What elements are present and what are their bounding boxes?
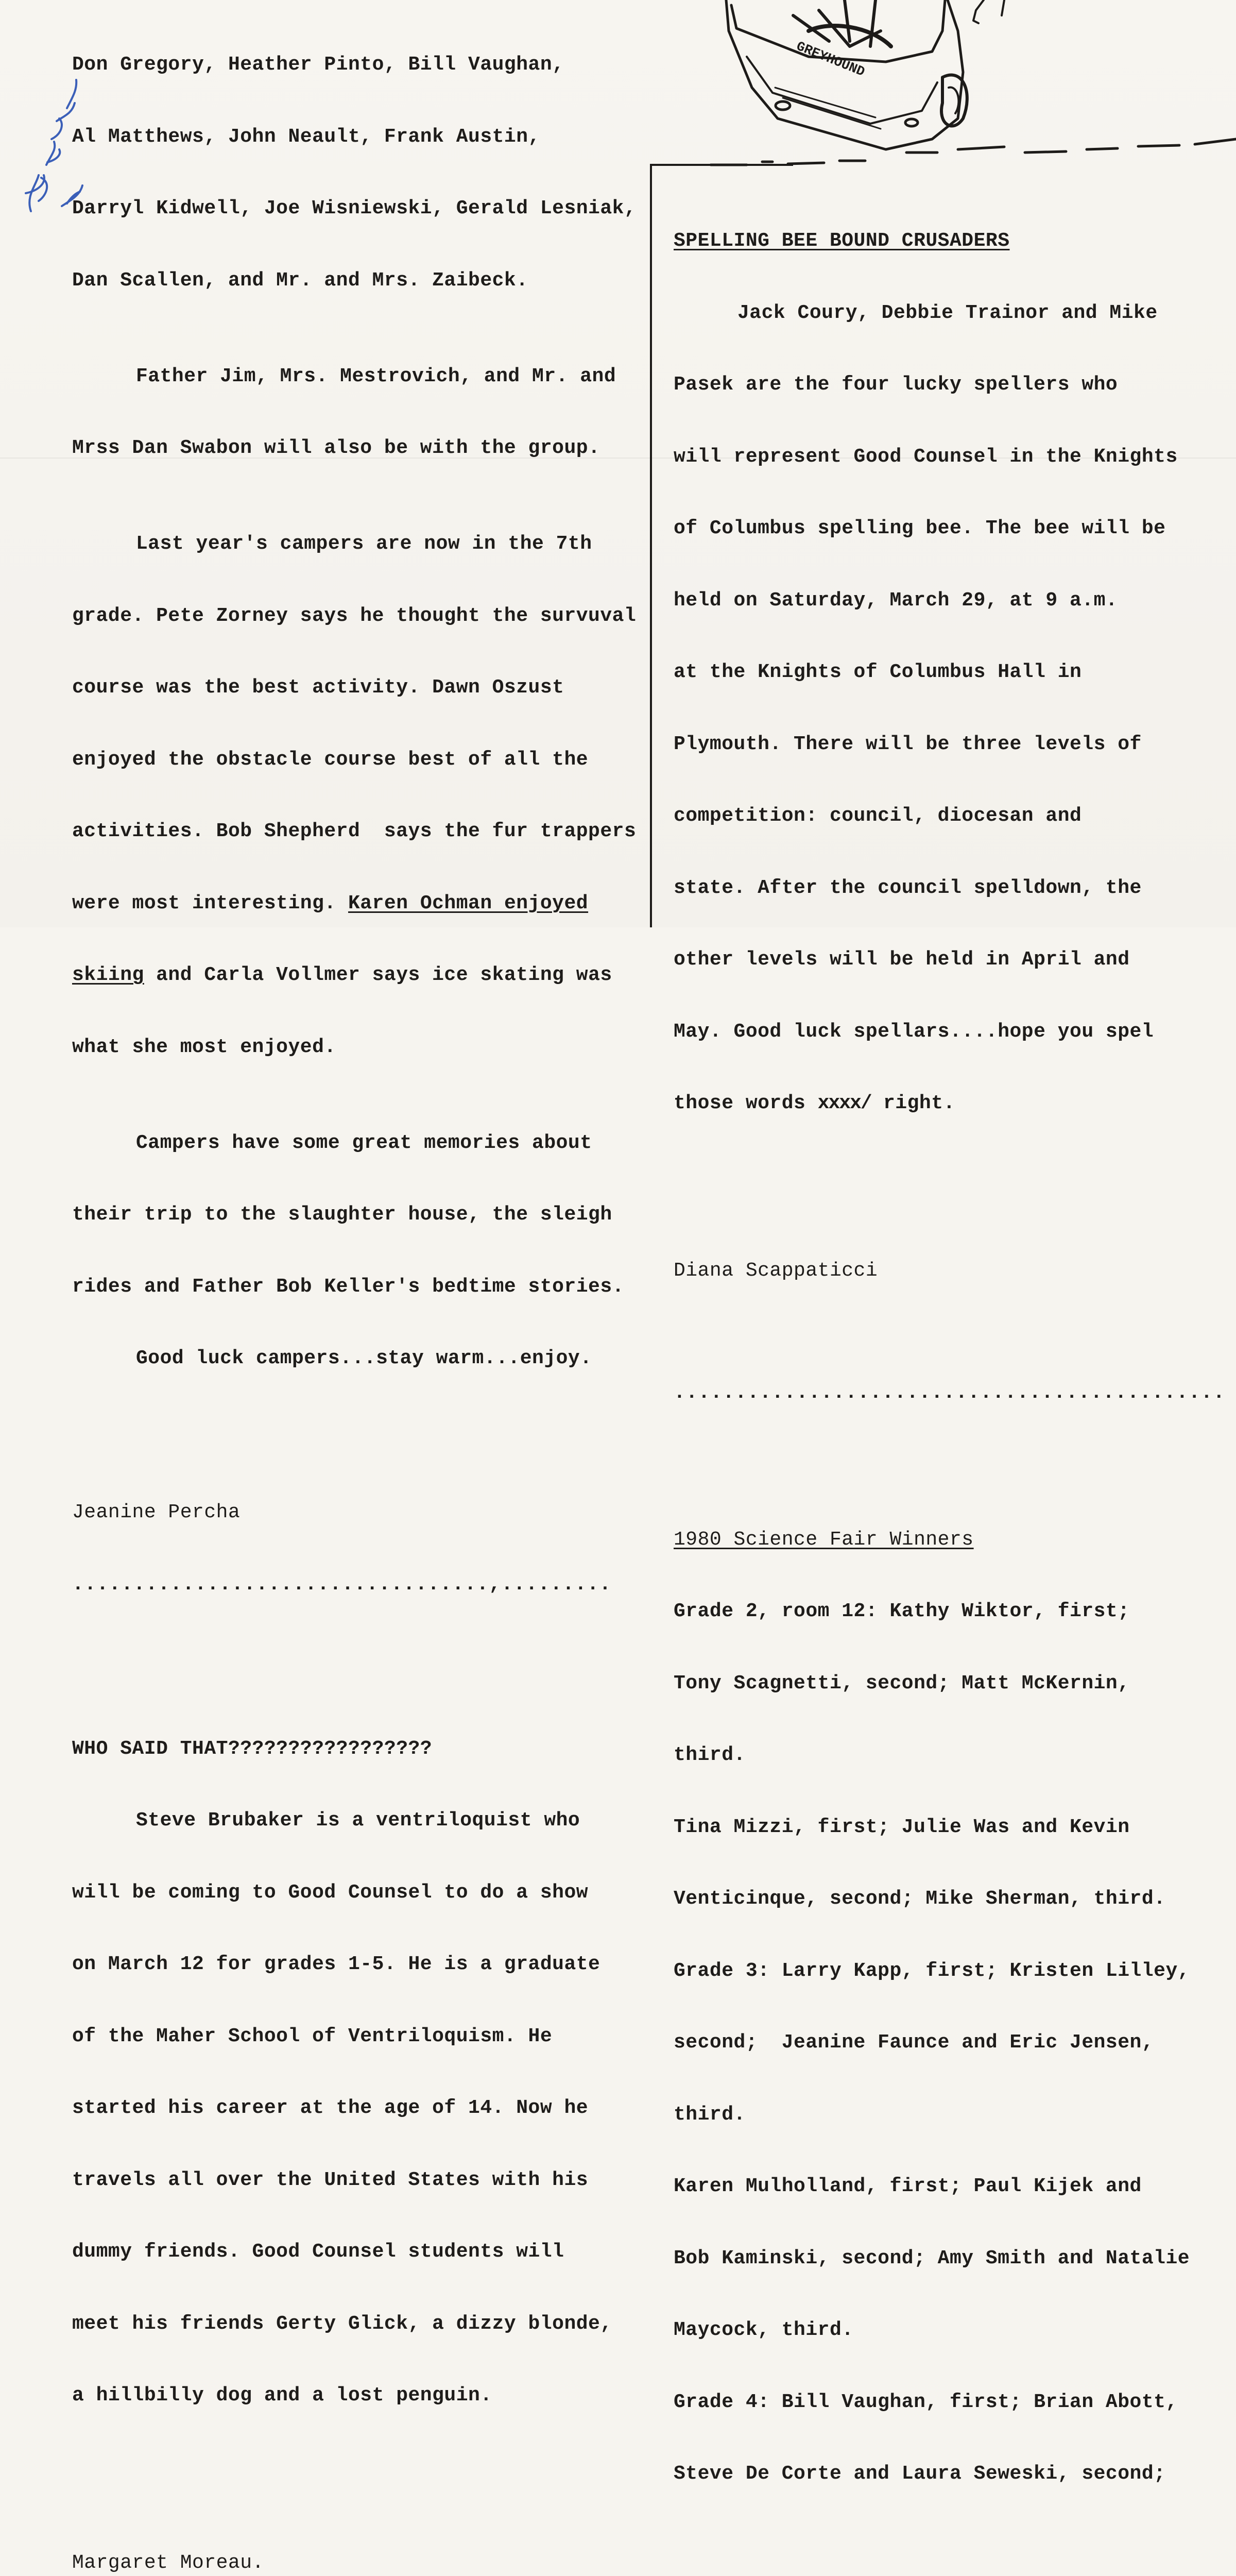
left-column	[72, 5, 649, 2576]
science-fair-line: second; Jeanine Faunce and Eric Jensen,	[674, 2031, 1154, 2054]
person-sketch	[973, 0, 1004, 23]
spelling-text: right.	[871, 1092, 955, 1114]
science-fair-heading: 1980 Science Fair Winners	[674, 1528, 974, 1551]
chaperones-line: Mrss Dan Swabon will also be with the group.	[72, 437, 600, 459]
bus-headlight	[905, 119, 918, 126]
bus-body-outline	[726, 0, 963, 149]
campers-line: grade. Pete Zorney says he thought the survuval	[72, 604, 637, 627]
spelling-bee-line: May. Good luck spellars....hope you spel	[674, 1020, 1154, 1043]
campers-line	[72, 963, 649, 988]
campers-line: enjoyed the obstacle course best of all the	[72, 748, 589, 771]
science-fair-line: third.	[674, 1744, 746, 1766]
greyhound-logo-text: GREYHOUND	[794, 38, 867, 80]
right-column	[674, 181, 1225, 2534]
underlined-text: skiing	[72, 964, 144, 986]
memories-line: Campers have some great memories about	[136, 1131, 592, 1154]
bus-wheel	[941, 75, 967, 126]
campers-line: Last year's campers are now in the 7th	[136, 533, 592, 555]
spelling-bee-line: will represent Good Counsel in the Knights	[674, 445, 1178, 468]
campers-line: activities. Bob Shepherd says the fur trappers	[72, 820, 637, 842]
science-fair-line: Tony Scagnetti, second; Matt McKernin,	[674, 1672, 1130, 1694]
dotted-separator: .............................................	[674, 1381, 1226, 1404]
memories-line: rides and Father Bob Keller's bedtime stories.	[72, 1275, 624, 1298]
campers-line	[72, 892, 649, 916]
intro-line: Al Matthews, John Neault, Frank Austin,	[72, 125, 540, 148]
memories-line: their trip to the slaughter house, the sleigh	[72, 1204, 612, 1226]
dotted-separator: ..................................,.........	[72, 1573, 612, 1596]
spelling-bee-heading: SPELLING BEE BOUND CRUSADERS	[674, 230, 1010, 252]
science-fair-line: Tina Mizzi, first; Julie Was and Kevin	[674, 1816, 1130, 1838]
spelling-bee-line: of Columbus spelling bee. The bee will be	[674, 517, 1166, 539]
science-fair-line: Venticinque, second; Mike Sherman, third.	[674, 1888, 1166, 1910]
bus-driver-sketch	[793, 0, 881, 46]
section-top-rule	[650, 164, 793, 166]
column-divider	[650, 164, 652, 927]
science-fair-line: Karen Mulholland, first; Paul Kijek and	[674, 2175, 1142, 2197]
bus-illustration	[716, 0, 1236, 165]
science-fair-line: Grade 3: Larry Kapp, first; Kristen Lilley,	[674, 1959, 1190, 1982]
who-said-heading: WHO SAID THAT?????????????????	[72, 1737, 433, 1760]
intro-line: Darryl Kidwell, Joe Wisniewski, Gerald Lesniak,	[72, 197, 637, 219]
who-said-line: on March 12 for grades 1-5. He is a graduate	[72, 1953, 600, 1975]
spelling-bee-line: at the Knights of Columbus Hall in	[674, 661, 1082, 683]
author-byline: Margaret Moreau.	[72, 2552, 264, 2574]
bus-headlight	[776, 101, 790, 110]
who-said-line: of the Maher School of Ventriloquism. He	[72, 2025, 553, 2047]
spelling-bee-line: Jack Coury, Debbie Trainor and Mike	[737, 301, 1158, 324]
spelling-bee-line: competition: council, diocesan and	[674, 805, 1082, 827]
campers-text: were most interesting.	[72, 892, 348, 914]
underlined-text: Karen Ochman enjoyed	[348, 892, 589, 914]
who-said-line: Steve Brubaker is a ventriloquist who	[136, 1809, 580, 1832]
author-byline: Jeanine Percha	[72, 1501, 241, 1523]
spelling-text: those words	[674, 1092, 818, 1114]
spelling-bee-line: other levels will be held in April and	[674, 948, 1130, 971]
intro-line: Dan Scallen, and Mr. and Mrs. Zaibeck.	[72, 269, 528, 292]
science-fair-line: Steve De Corte and Laura Seweski, second;	[674, 2463, 1166, 2485]
who-said-line: dummy friends. Good Counsel students will	[72, 2241, 564, 2263]
science-fair-line: Maycock, third.	[674, 2319, 854, 2341]
campers-text: and Carla Vollmer says ice skating was	[144, 964, 612, 986]
science-fair-line: Grade 4: Bill Vaughan, first; Brian Abott,	[674, 2391, 1178, 2413]
science-fair-line: Bob Kaminski, second; Amy Smith and Natalie	[674, 2247, 1190, 2269]
who-said-line: started his career at the age of 14. Now he	[72, 2097, 589, 2119]
campers-line: what she most enjoyed.	[72, 1036, 336, 1058]
spelling-bee-line: Pasek are the four lucky spellers who	[674, 374, 1118, 396]
who-said-line: meet his friends Gerty Glick, a dizzy blonde,	[72, 2312, 612, 2335]
intro-line: Don Gregory, Heather Pinto, Bill Vaughan,	[72, 54, 564, 76]
campers-line: course was the best activity. Dawn Oszust	[72, 676, 564, 699]
spelling-bee-line: Plymouth. There will be three levels of	[674, 733, 1142, 755]
horizon-strokes	[711, 139, 1236, 165]
struck-out-text: xxxx/	[817, 1092, 871, 1114]
spelling-bee-line: held on Saturday, March 29, at 9 a.m.	[674, 589, 1118, 612]
science-fair-line: Grade 2, room 12: Kathy Wiktor, first;	[674, 1600, 1130, 1622]
who-said-line: will be coming to Good Counsel to do a show	[72, 1881, 589, 1904]
author-byline: Diana Scappaticci	[674, 1260, 878, 1282]
who-said-line: travels all over the United States with his	[72, 2168, 589, 2191]
science-fair-line: third.	[674, 2103, 746, 2126]
spelling-bee-line	[674, 1092, 1225, 1116]
who-said-line: a hillbilly dog and a lost penguin.	[72, 2384, 492, 2406]
spelling-bee-line: state. After the council spelldown, the	[674, 876, 1142, 899]
chaperones-line: Father Jim, Mrs. Mestrovich, and Mr. and	[136, 365, 616, 387]
good-luck-line: Good luck campers...stay warm...enjoy.	[136, 1347, 592, 1369]
